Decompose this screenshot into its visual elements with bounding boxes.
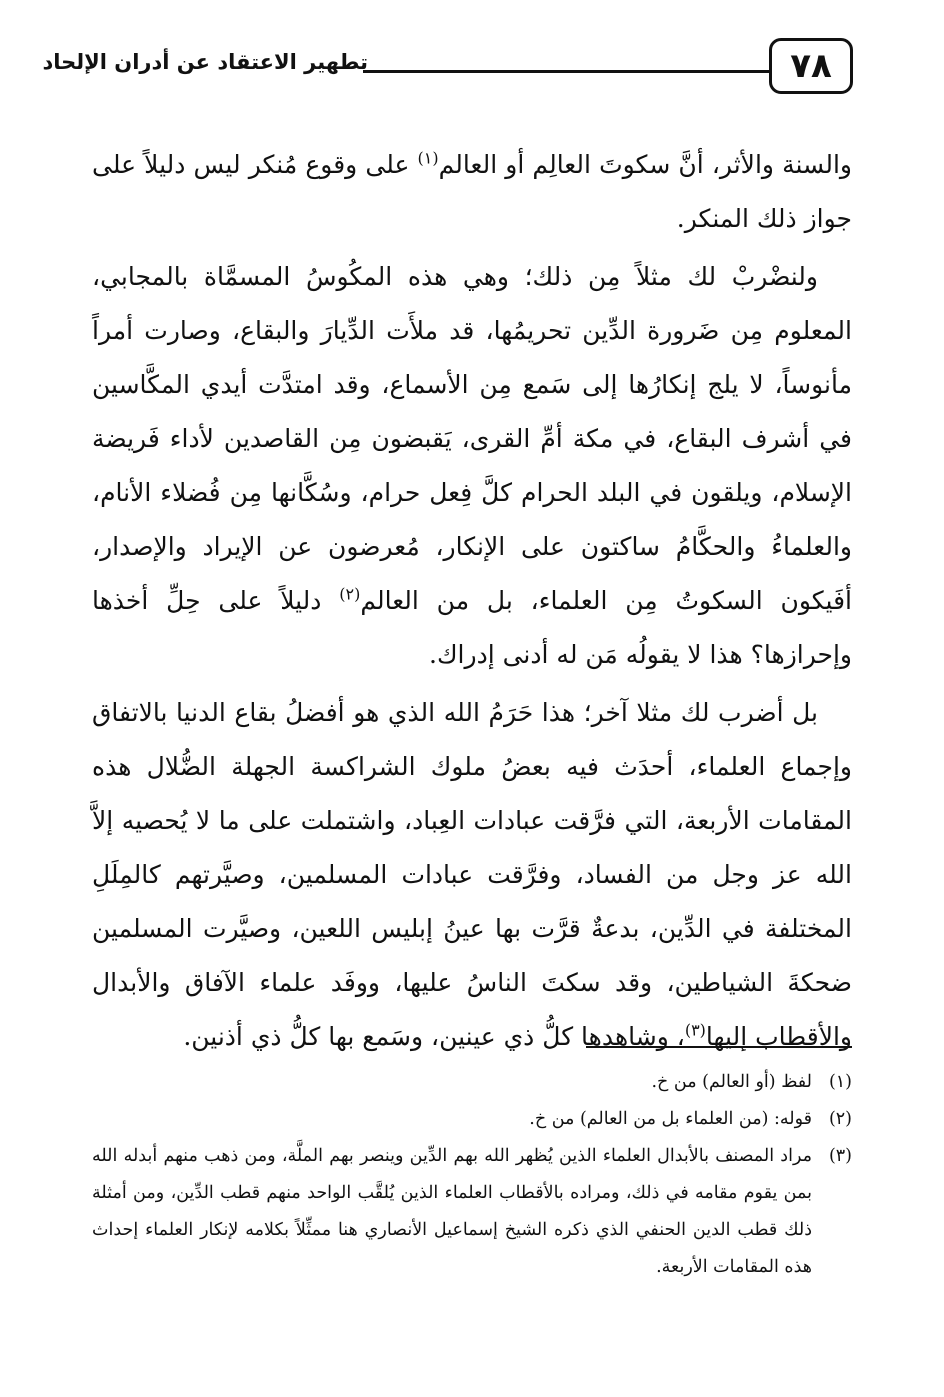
paragraph-1: والسنة والأثر، أنَّ سكوتَ العالِم أو العالم$^{(١)}$ على وقوع مُنكر ليس دليلاً على جواز ذلك المنكر.: [92, 148, 852, 233]
paragraph-3: بل أضرب لك مثلا آخر؛ هذا حَرَمُ الله الذي هو أفضلُ بقاع الدنيا بالاتفاق وإجماع العلماء، أحدَث فيه بعضُ ملوك الشراكسة الجهلة الضُّلال هذه المقامات الأربعة، التي فرَّقت عبادات العِباد، واشتملت على ما لا يُحصيه إلاَّ الله عز وجل من الفساد، وفرَّقت عبادات المسلمين، وصيَّرتهم كالمِلَلِ المختلفة في الدِّين، بدعةٌ قرَّت بها عينُ إبليس اللعين، وصيَّرت المسلمين ضحكةَ الشياطين، وقد سكتَ الناسُ عليها، ووفَد علماء الآفاق والأبدال والأقطاب إليها$^{(٣)}$، وشاهدها كلُّ ذي عينين، وسَمع بها كلُّ ذي أذنين.: [92, 698, 852, 1051]
header-rule: [363, 70, 769, 73]
page-header: [42, 38, 853, 98]
footnote-2: (٢)قوله: (من العلماء بل من العالم) من خ.: [529, 1109, 852, 1129]
footnote-1: (١)لفظ (أو العالم) من خ.: [651, 1072, 852, 1092]
footnote-ref-1: (١): [417, 148, 439, 168]
page-number-badge: [769, 38, 853, 94]
main-text: [92, 138, 852, 1068]
footnote-ref-2: (٢): [339, 584, 361, 604]
footnotes: [92, 1064, 852, 1286]
footnote-ref-3: (٣): [684, 1020, 706, 1040]
page-number: ٧٨: [790, 46, 832, 86]
footnote-separator: [586, 1046, 852, 1048]
paragraph-2: ولنضْربْ لك مثلاً مِن ذلك؛ وهي هذه المكُوسُ المسمَّاة بالمجابي، المعلوم مِن ضَرورة الدِّين تحريمُها، قد ملأَت الدِّيارَ والبقاع، وصارت أمراً مأنوساً، لا يلج إنكارُها إلى سَمع مِن الأسماع، وقد امتدَّت أيدي المكَّاسين في أشرف البقاع، في مكة أمِّ القرى، يَقبضون مِن القاصدين لأداء فَريضة الإسلام، ويلقون في البلد الحرام كلَّ فِعل حرام، وسُكَّانها مِن فُضلاء الأنام، والعلماءُ والحكَّامُ ساكتون على الإنكار، مُعرضون عن الإيراد والإصدار، أفَيكون السكوتُ مِن العلماء، بل من العالم$^{(٢)}$ دليلاً على حِلِّ أخذها وإحرازها؟ هذا لا يقولُه مَن له أدنى إدراك.: [92, 262, 852, 669]
footnote-3: (٣)مراد المصنف بالأبدال العلماء الذين يُظهر الله بهم الدِّين وينصر بهم الملَّة، ومن ذهب منهم أبدله الله بمن يقوم مقامه في ذلك، ومراده بالأقطاب العلماء الذين يُلقَّب الواحد منهم قطب الدِّين، ومن أمثلة ذلك قطب الدين الحنفي الذي ذكره الشيخ إسماعيل الأنصاري هنا ممثِّلاً بكلامه لإنكار العلماء إحداث هذه المقامات الأربعة.: [92, 1146, 852, 1277]
running-title: تطهير الاعتقاد عن أدران الإلحاد: [42, 50, 368, 74]
